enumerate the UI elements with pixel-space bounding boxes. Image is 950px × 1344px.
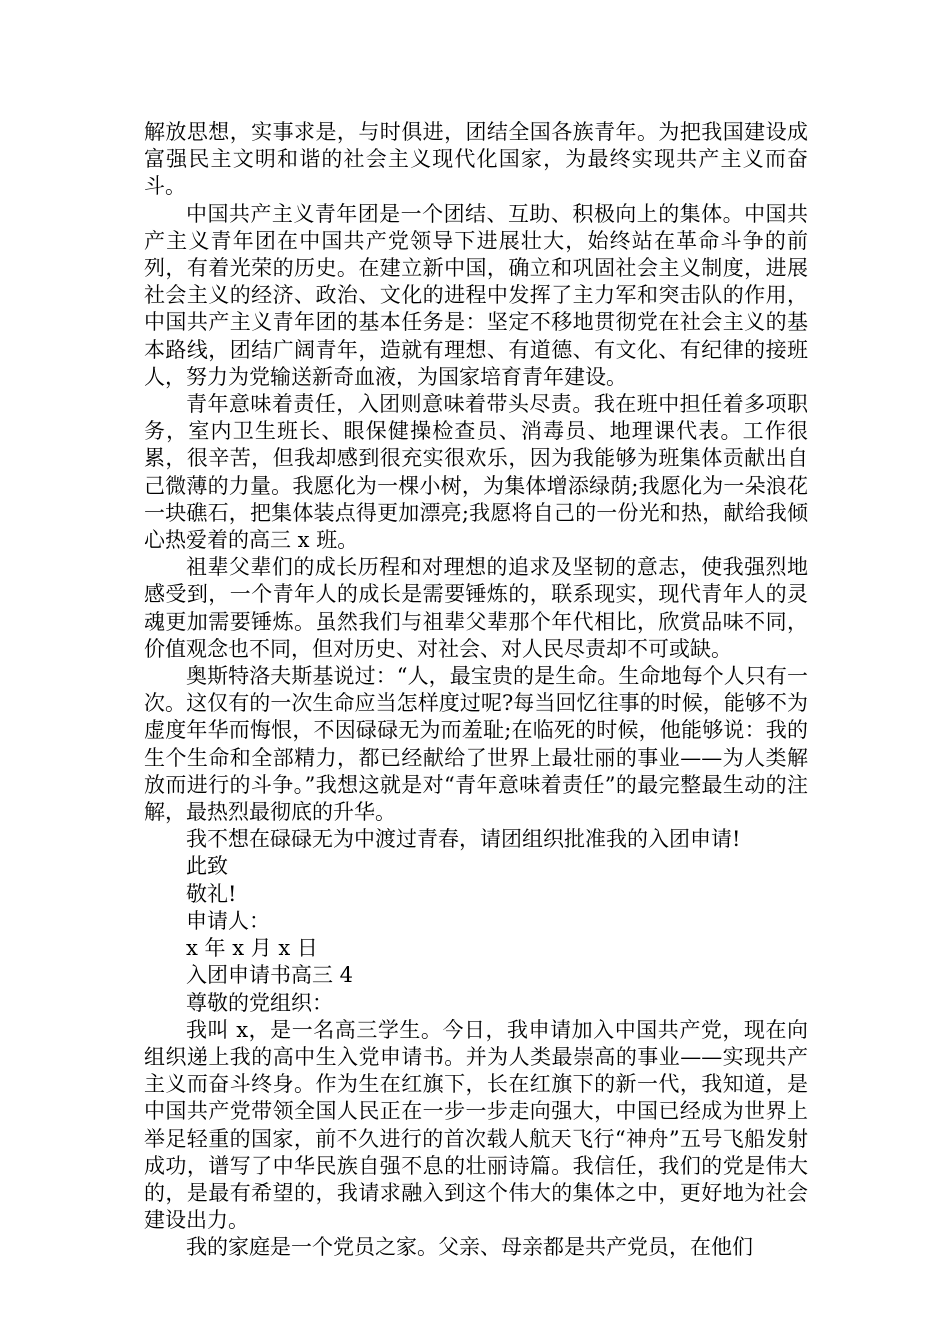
paragraph-7: 我的家庭是一个党员之家。父亲、母亲都是共产党员，在他们 (186, 1235, 753, 1260)
applicant-label: 申请人： (186, 908, 270, 933)
section-title: 入团申请书高三 4 (186, 963, 354, 988)
paragraph-2: 中国共产主义青年团是一个团结、互助、积极向上的集体。中国共产主义青年团在中国共产党领导下进展壮大，始终站在革命斗争的前列，有着光荣的历史。在建立新中国，确立和巩固社会主义制度，进展社会主义的经济、政治、文化的进程中发挥了主力军和突击队的作用，中国共产主义青年团的基本任务是：坚定不移地贯彻党在社会主义的基本路线，团结广阔青年，造就有理想、有道德、有文化、有纪律的接班人，努力为党输送新奇血液，为国家培育青年建设。 (144, 201, 808, 389)
document-page (144, 119, 808, 1262)
paragraph-6: 我叫 x，是一名高三学生。今日，我申请加入中国共产党，现在向组织递上我的高中生入党申请书。并为人类最崇高的事业——实现共产主义而奋斗终身。作为生在红旗下，长在红旗下的新一代，我知道，是中国共产党带领全国人民正在一步一步走向强大，中国已经成为世界上举足轻重的国家，前不久进行的首次载人航天飞行“神舟”五号飞船发射成功，谱写了中华民族自强不息的壮丽诗篇。我信任，我们的党是伟大的，是最有希望的，我请求融入到这个伟大的集体之中，更好地为社会建设出力。 (144, 1017, 808, 1233)
paragraph-4: 祖辈父辈们的成长历程和对理想的追求及坚韧的意志，使我强烈地感受到，一个青年人的成长是需要锤炼的，联系现实，现代青年人的灵魂更加需要锤炼。虽然我们与祖辈父辈那个年代相比，欣赏品味不同，价值观念也不同，但对历史、对社会、对人民尽责却不可或缺。 (144, 555, 808, 661)
paragraph-3: 青年意味着责任，入团则意味着带头尽责。我在班中担任着多项职务，室内卫生班长、眼保健操检查员、消毒员、地理课代表。工作很累，很辛苦，但我却感到很充实很欢乐，因为我能够为班集体贡献出自己微薄的力量。我愿化为一棵小树，为集体增添绿荫;我愿化为一朵浪花一块礁石，把集体装点得更加漂亮;我愿将自己的一份光和热，献给我倾心热爱着的高三 x 班。 (144, 392, 808, 553)
salutation-cizhi: 此致 (186, 854, 228, 879)
greeting-line: 尊敬的党组织： (186, 990, 333, 1015)
date-line: x 年 x 月 x 日 (186, 936, 318, 961)
closing-request-line: 我不想在碌碌无为中渡过青春，请团组织批准我的入团申请! (186, 827, 741, 852)
salutation-jingli: 敬礼! (186, 881, 237, 906)
paragraph-1: 解放思想，实事求是，与时俱进，团结全国各族青年。为把我国建设成富强民主文明和谐的社会主义现代化国家，为最终实现共产主义而奋斗。 (144, 120, 808, 199)
paragraph-5: 奥斯特洛夫斯基说过：“人，最宝贵的是生命。生命地每个人只有一次。这仅有的一次生命应当怎样度过呢?每当回忆往事的时候，能够不为虚度年华而悔恨，不因碌碌无为而羞耻;在临死的时候，他能够说：我的生个生命和全部精力，都已经献给了世界上最壮丽的事业——为人类解放而进行的斗争。”我想这就是对“青年意味着责任”的最完整最生动的注解，最热烈最彻底的升华。 (144, 664, 808, 825)
